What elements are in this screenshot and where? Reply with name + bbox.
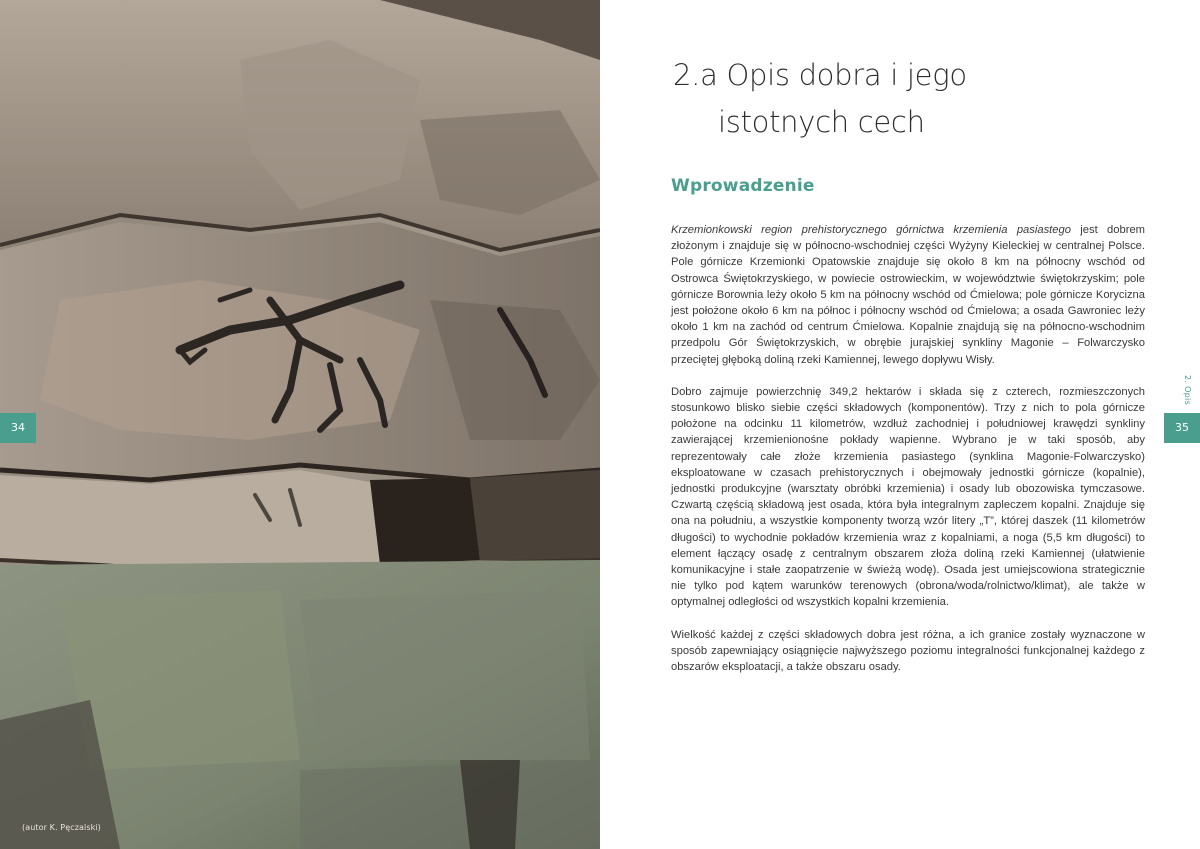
paragraph: Wielkość każdej z części składowych dobra jest różna, a ich granice zostały wyznaczone w sposób zapewniający osiągnięcie najwyższego poziomu integralności funkcjonalnej każdego z obszarów eksploatacji, a także obszaru osady. (671, 628, 1145, 674)
paragraph-italic-lead: Krzemionkowski region prehistorycznego górnictwa krzemienia pasiastego (671, 224, 1071, 236)
photo-credit: (autor K. Pęczalski) (22, 823, 101, 832)
right-page (600, 0, 1200, 849)
chapter-side-tab: 2. Opis (1183, 374, 1192, 406)
paragraph-text: jest dobrem złożonym i znajduje się w północno-wschodniej części Wyżyny Kieleckiej w centralnej Polsce. Pole górnicze Krzemionki Opatowskie znajduje się około 8 km na północny wschód od Ostrowca Świętokrzyskiego, w powiecie ostrowieckim, w województwie świętokrzyskim; pole górnicze Borownia leży około 5 km na północny wschód od Ćmielowa; pole górnicze Korycizna jest położone około 6 km na północ i północny wschód od Ćmielowa; a osada Gawroniec leży około 1 km na zachód od centrum Ćmielowa. Kopalnie znajdują się na północno-wschodnim przedpolu Gór Świętokrzyskich, w obrębie jurajskiej synkliny Magonie – Folwarczysko przeciętej głęboką doliną rzeki Kamiennej, lewego dopływu Wisły. (671, 224, 1145, 366)
paragraph (671, 222, 1145, 368)
chapter-title-line1: 2.a Opis dobra i jego (673, 58, 967, 92)
page-number-left: 34 (0, 413, 36, 443)
page-number-right: 35 (1164, 413, 1200, 443)
paragraph: Dobro zajmuje powierzchnię 349,2 hektarów i składa się z czterech, rozmieszczonych stosunkowo blisko siebie części składowych (komponentów). Trzy z nich to pola górnicze położone na odcinku 11 kilometrów, wzdłuż zachodniej i południowej krawędzi synkliny zawierającej krzemienionośne pokłady wapienne. Wybrano je w taki sposób, aby reprezentowały całe złoże krzemienia pasiastego (synklina Magonie-Folwarczysko) eksploatowane w czasach prehistorycznych i obejmowały jednostki górnicze (kopalnie), jednostki produkcyjne (warsztaty obróbki krzemienia) i osady lub obozowiska tymczasowe. Czwartą częścią składową jest osada, która była integralnym zapleczem kopalni. Znajduje się ona na południu, a wszystkie komponenty tworzą wzór litery „T”, której daszek (11 kilometrów długości) to wychodnie pokładów krzemienia wraz z kopalniami, a noga (5,5 km długości) to element łączący osadę z centralnym obszarem złoża doliną rzeki Kamiennej (ułatwienie komunikacyjne i stałe zaopatrzenie w świeżą wodę). Osada jest umiejscowiona strategicznie nie tylko pod kątem warunków terenowych (obrona/woda/rolnictwo/klimat), ale także w optymalnej odległości od wszystkich kopalni krzemienia. (671, 385, 1145, 609)
body-text (671, 222, 1145, 691)
chapter-title (673, 52, 1113, 146)
chapter-title-line2: istotnych cech (718, 105, 925, 139)
section-heading: Wprowadzenie (671, 176, 815, 196)
